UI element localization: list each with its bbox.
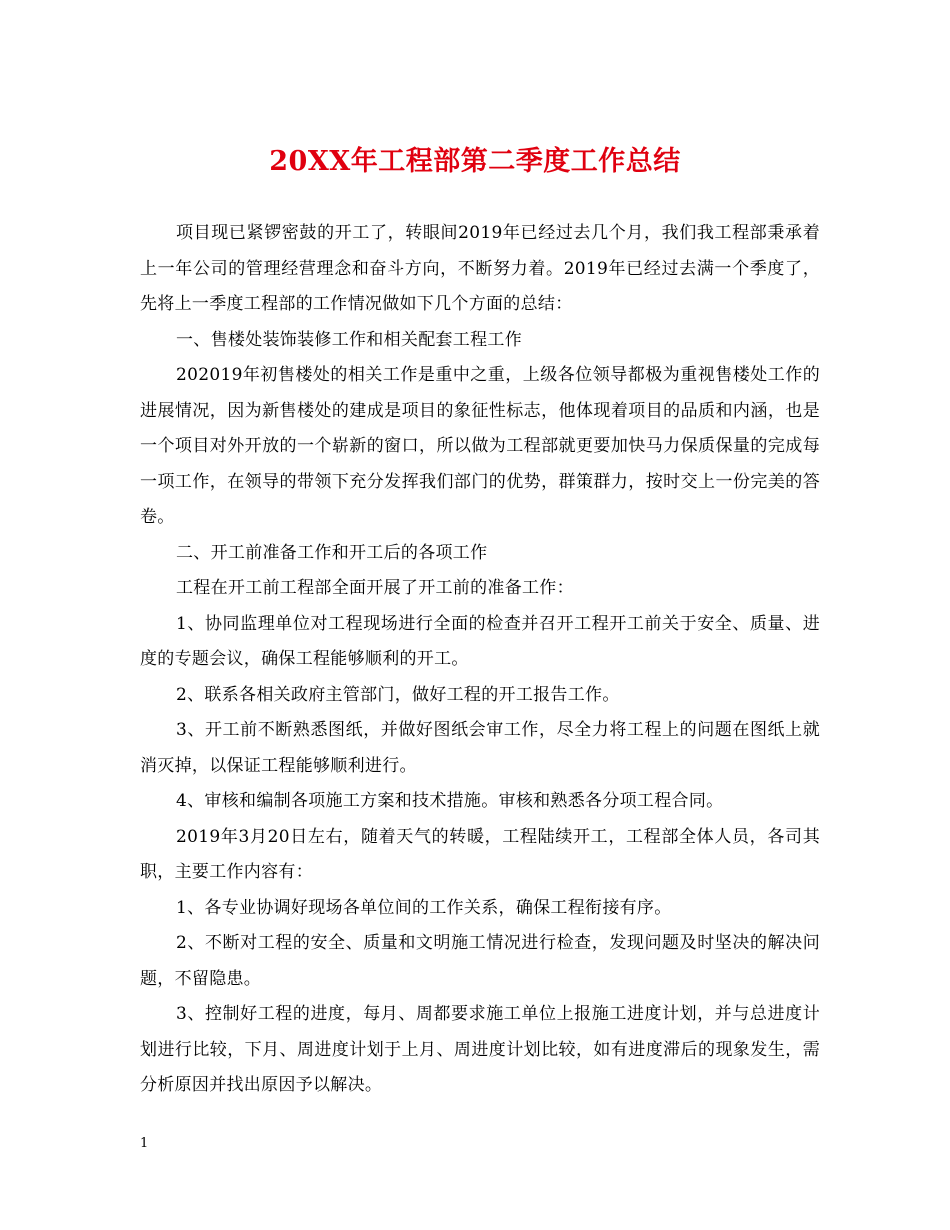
- section-1-paragraph: 202019年初售楼处的相关工作是重中之重，上级各位领导都极为重视售楼处工作的进展情况，因为新售楼处的建成是项目的象征性标志，他体现着项目的品质和内涵，也是一个项目对外开放的一个崭新的窗口，所以做为工程部就更要加快马力保质保量的完成每一项工作，在领导的带领下充分发挥我们部门的优势，群策群力，按时交上一份完美的答卷。: [140, 365, 820, 527]
- prep-item-3: 3、开工前不断熟悉图纸，并做好图纸会审工作，尽全力将工程上的问题在图纸上就消灭掉，以保证工程能够顺利进行。: [140, 720, 820, 776]
- construction-intro: 2019年3月20日左右，随着天气的转暖，工程陆续开工，工程部全体人员，各司其职，主要工作内容有：: [140, 826, 820, 882]
- document-title: 20XX年工程部第二季度工作总结: [269, 146, 681, 177]
- construction-item-1: 1、各专业协调好现场各单位间的工作关系，确保工程衔接有序。: [176, 897, 672, 918]
- page-number: 1: [140, 1136, 149, 1151]
- prep-work-intro: 工程在开工前工程部全面开展了开工前的准备工作：: [176, 578, 574, 598]
- prep-item-4: 4、审核和编制各项施工方案和技术措施。审核和熟悉各分项工程合同。: [176, 791, 724, 811]
- intro-paragraph: 项目现已紧锣密鼓的开工了，转眼间2019年已经过去几个月，我们我工程部秉承着上一年公司的管理经营理念和奋斗方向，不断努力着。2019年已经过去满一个季度了，先将上一季度工程部的工作情况做如下几个方面的总结：: [140, 223, 820, 314]
- section-heading-1: 一、售楼处装饰装修工作和相关配套工程工作: [176, 329, 522, 350]
- prep-item-1: 1、协同监理单位对工程现场进行全面的检查并召开工程开工前关于安全、质量、进度的专题会议，确保工程能够顺利的开工。: [140, 613, 820, 669]
- construction-item-2: 2、不断对工程的安全、质量和文明施工情况进行检查，发现问题及时坚决的解决问题，不留隐患。: [140, 933, 820, 989]
- construction-item-3: 3、控制好工程的进度，每月、周都要求施工单位上报施工进度计划，并与总进度计划进行比较，下月、周进度计划于上月、周进度计划比较，如有进度滞后的现象发生，需分析原因并找出原因予以解决。: [140, 1004, 820, 1095]
- section-heading-2: 二、开工前准备工作和开工后的各项工作: [176, 542, 488, 563]
- document-body: [140, 216, 820, 1104]
- prep-item-2: 2、联系各相关政府主管部门，做好工程的开工报告工作。: [176, 684, 620, 705]
